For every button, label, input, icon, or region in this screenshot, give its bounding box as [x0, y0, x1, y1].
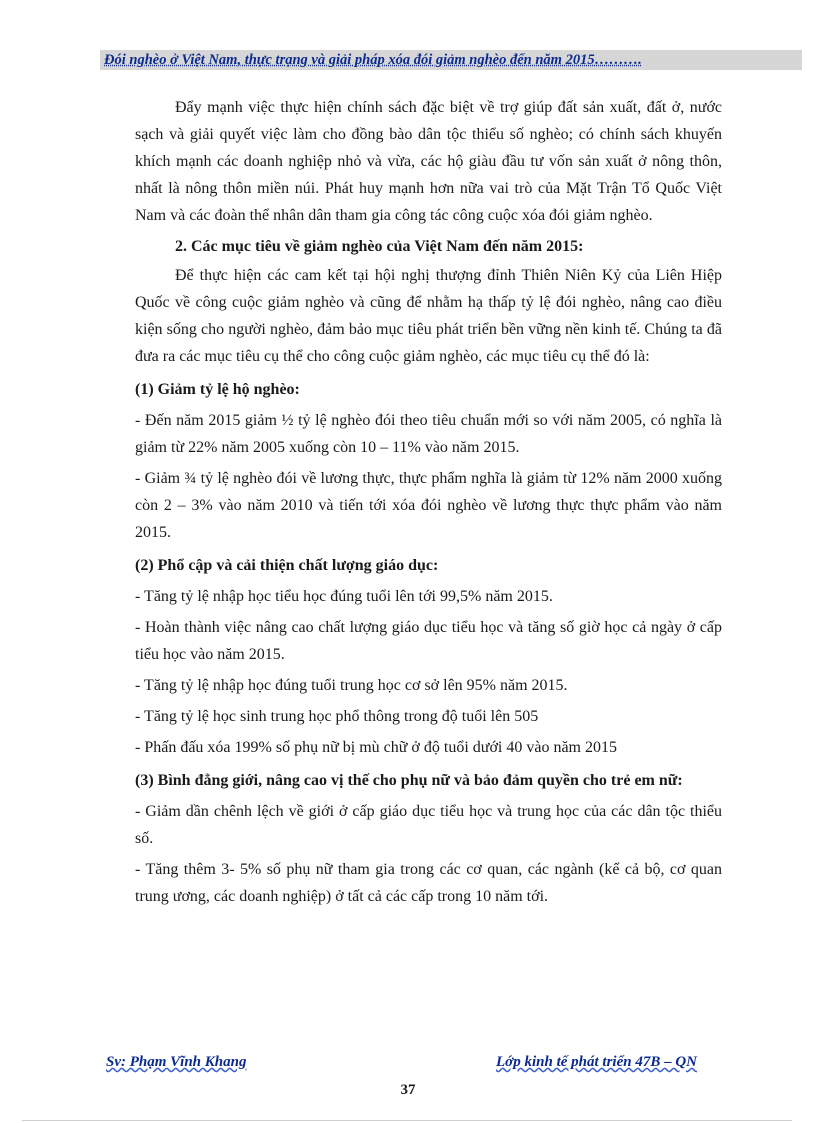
- goal-2-item: - Tăng tỷ lệ nhập học tiểu học đúng tuổi lên tới 99,5% năm 2015.: [135, 588, 553, 605]
- document-body: [135, 94, 722, 914]
- goal-3-item: - Giảm dần chênh lệch về giới ở cấp giáo dục tiểu học và trung học của các dân tộc thiểu số.: [135, 803, 722, 847]
- page-number: 37: [400, 1082, 416, 1098]
- intro-paragraph: Đẩy mạnh việc thực hiện chính sách đặc biệt về trợ giúp đất sản xuất, đất ở, nước sạch và giải quyết việc làm cho đồng bào dân tộc thiểu số nghèo; có chính sách khuyến khích mạnh các doanh nghiệp nhỏ và vừa, các hộ giàu đầu tư vốn sản xuất ở nông thôn, nhất là nông thôn miền núi. Phát huy mạnh hơn nữa vai trò của Mặt Trận Tổ Quốc Việt Nam và các đoàn thể nhân dân tham gia công tác công cuộc xóa đói giảm nghèo.: [135, 99, 722, 224]
- goal-2-item: - Tăng tỷ lệ nhập học đúng tuổi trung học cơ sở lên 95% năm 2015.: [135, 677, 568, 694]
- goal-1-item: - Giảm ¾ tỷ lệ nghèo đói về lương thực, thực phẩm nghĩa là giảm từ 12% năm 2000 xuống còn 2 – 3% vào năm 2010 và tiến tới xóa đói nghèo về lương thực thực phẩm vào năm 2015.: [135, 470, 722, 541]
- goal-2-item: - Tăng tỷ lệ học sinh trung học phổ thông trong độ tuổi lên 505: [135, 708, 539, 725]
- section-intro-paragraph: Để thực hiện các cam kết tại hội nghị thượng đỉnh Thiên Niên Kỷ của Liên Hiệp Quốc về công cuộc giảm nghèo và cũng để nhằm hạ thấp tỷ lệ đói nghèo, nâng cao điều kiện sống cho người nghèo, đảm bảo mục tiêu phát triển bền vững nền kinh tế. Chúng ta đã đưa ra các mục tiêu cụ thể cho công cuộc giảm nghèo, các mục tiêu cụ thể đó là:: [135, 267, 722, 365]
- goal-2-title: (2) Phổ cập và cải thiện chất lượng giáo dục:: [135, 557, 439, 574]
- bottom-rule: [22, 1120, 792, 1121]
- goal-3-title: (3) Bình đẳng giới, nâng cao vị thế cho phụ nữ và bảo đảm quyền cho trẻ em nữ:: [135, 772, 683, 789]
- goal-2-item: - Hoàn thành việc nâng cao chất lượng giáo dục tiểu học và tăng số giờ học cả ngày ở cấp tiểu học vào năm 2015.: [135, 619, 722, 663]
- section-title: 2. Các mục tiêu về giảm nghèo của Việt Nam đến năm 2015:: [175, 238, 584, 255]
- goal-2-item: - Phấn đấu xóa 199% số phụ nữ bị mù chữ ở độ tuổi dưới 40 vào năm 2015: [135, 739, 617, 756]
- goal-1-title: (1) Giảm tỷ lệ hộ nghèo:: [135, 381, 300, 398]
- goal-1-item: - Đến năm 2015 giảm ½ tỷ lệ nghèo đói theo tiêu chuẩn mới so với năm 2005, có nghĩa là giảm từ 22% năm 2005 xuống còn 10 – 11% vào năm 2015.: [135, 412, 722, 456]
- goal-3-item: - Tăng thêm 3- 5% số phụ nữ tham gia trong các cơ quan, các ngành (kể cả bộ, cơ quan trung ương, các doanh nghiệp) ở tất cả các cấp trong 10 năm tới.: [135, 861, 722, 905]
- document-header-title: Đói nghèo ở Việt Nam, thực trạng và giải pháp xóa đói giảm nghèo đến năm 2015……….: [104, 52, 642, 68]
- footer-author: Sv: Phạm Vĩnh Khang: [106, 1054, 247, 1070]
- footer-class: Lớp kinh tế phát triển 47B – QN: [496, 1054, 697, 1070]
